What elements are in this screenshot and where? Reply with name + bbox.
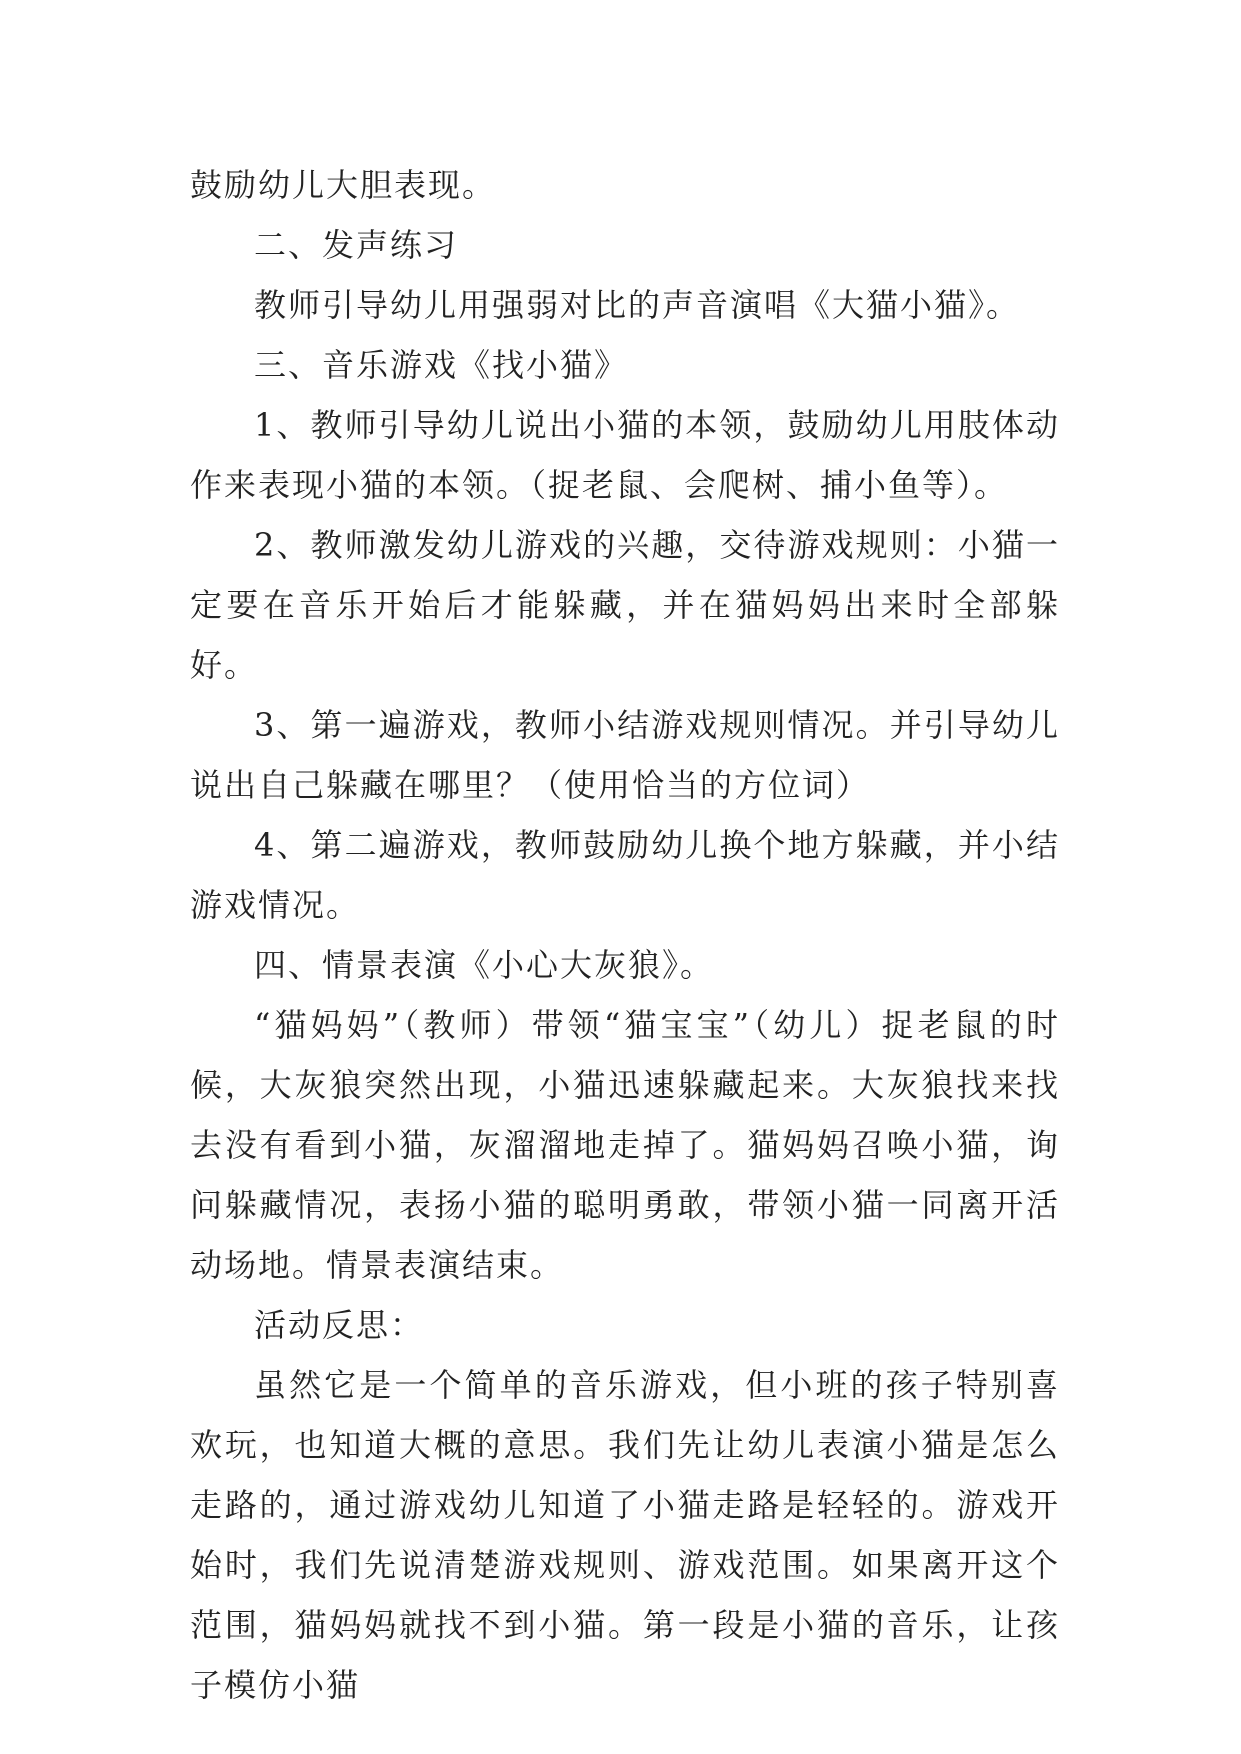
paragraph: 2、教师激发幼儿游戏的兴趣，交待游戏规则：小猫一定要在音乐开始后才能躲藏，并在猫妈妈出来时全部躲好。 xyxy=(190,526,1060,684)
section-heading: 四、情景表演《小心大灰狼》。 xyxy=(254,946,715,984)
paragraph: 鼓励幼儿大胆表现。 xyxy=(190,166,497,204)
document-body xyxy=(190,155,1060,1715)
paragraph: “猫妈妈”（教师）带领“猫宝宝”（幼儿）捉老鼠的时候，大灰狼突然出现，小猫迅速躲藏起来。大灰狼找来找去没有看到小猫，灰溜溜地走掉了。猫妈妈召唤小猫，询问躲藏情况，表扬小猫的聪明勇敢，带领小猫一同离开活动场地。情景表演结束。 xyxy=(190,1006,1060,1284)
section-heading: 活动反思： xyxy=(254,1306,425,1344)
paragraph: 4、第二遍游戏，教师鼓励幼儿换个地方躲藏，并小结游戏情况。 xyxy=(190,826,1060,924)
section-heading: 二、发声练习 xyxy=(254,226,459,264)
paragraph: 教师引导幼儿用强弱对比的声音演唱《大猫小猫》。 xyxy=(254,286,1021,324)
section-heading: 三、音乐游戏《找小猫》 xyxy=(254,346,629,384)
paragraph: 3、第一遍游戏，教师小结游戏规则情况。并引导幼儿说出自己躲藏在哪里？（使用恰当的方位词） xyxy=(190,706,1060,804)
paragraph: 1、教师引导幼儿说出小猫的本领，鼓励幼儿用肢体动作来表现小猫的本领。（捉老鼠、会爬树、捕小鱼等）。 xyxy=(190,406,1060,504)
paragraph: 虽然它是一个简单的音乐游戏，但小班的孩子特别喜欢玩，也知道大概的意思。我们先让幼儿表演小猫是怎么走路的，通过游戏幼儿知道了小猫走路是轻轻的。游戏开始时，我们先说清楚游戏规则、游戏范围。如果离开这个范围，猫妈妈就找不到小猫。第一段是小猫的音乐，让孩子模仿小猫 xyxy=(190,1366,1060,1704)
